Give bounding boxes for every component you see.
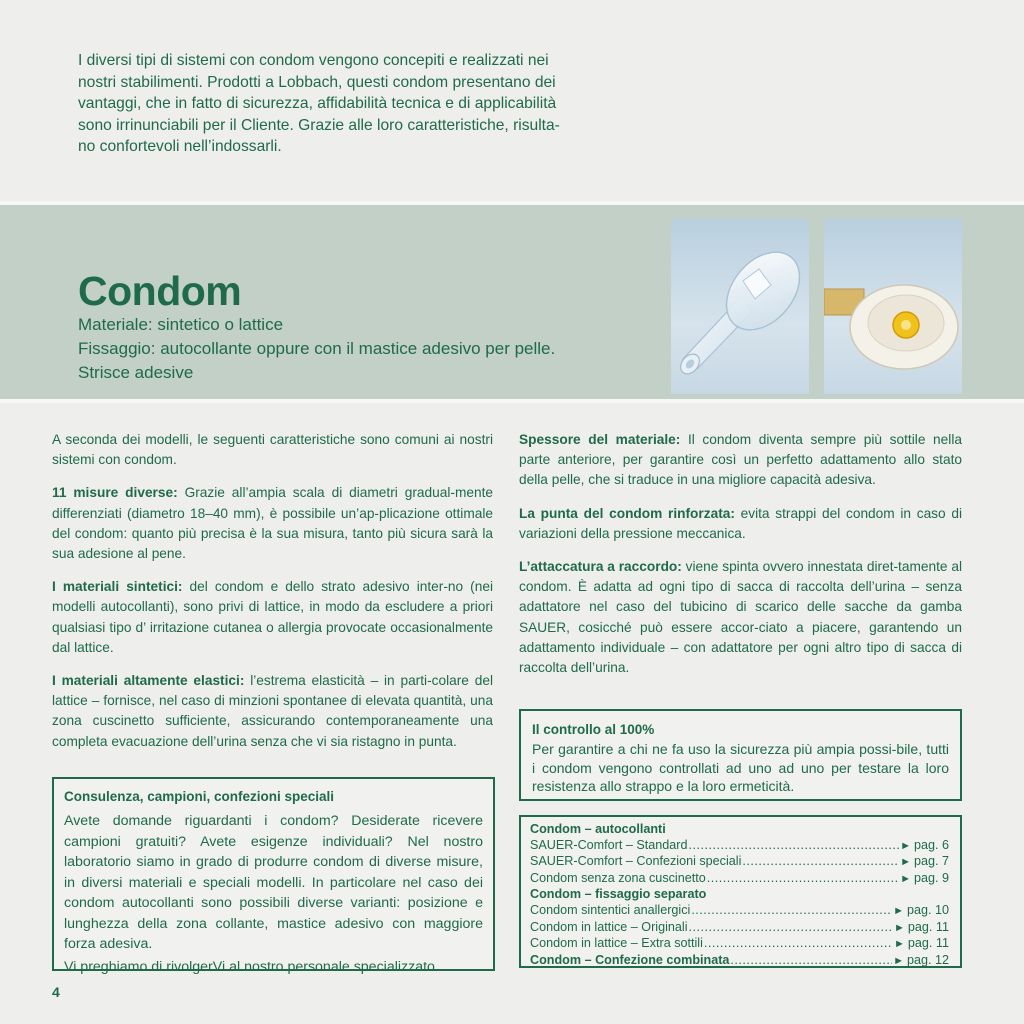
index-item-page: pag. 7 [913,854,949,869]
index-item[interactable] [530,871,949,888]
page-number: 4 [52,984,60,1000]
feature-elastic [52,671,493,752]
feature-thickness [519,430,962,491]
index-item-label: Condom senza zona cuscinetto [530,870,706,885]
feature-synthetic [52,577,493,658]
consultation-box [52,777,495,975]
index-item-page: pag. 6 [913,837,949,852]
index-item[interactable] [530,903,949,920]
index-item-label: Condom sintentici anallergici [530,902,691,917]
quality-control-text: Per garantire a chi ne fa uso la sicurezza più ampia possi-bile, tutti i condom vengono controllati ad uno ad uno per testare la loro resistenza allo strappo e la loro ermeticità. [532,741,949,795]
product-photo-transparent-condom [671,219,809,394]
index-item-label: Condom in lattice – Originali [530,919,688,934]
arrow-right-icon: ► [900,839,911,852]
arrow-right-icon: ► [900,856,911,869]
intro-line: nostri stabilimenti. Prodotti a Lobbach, questi condom presentano dei [78,73,556,91]
arrow-right-icon: ► [894,921,905,934]
consultation-contact: Vi preghiamo di rivolgerVi al nostro personale specializzato. [64,958,439,975]
feature-text: Il condom diventa sempre più sottile nella parte anteriore, per garantire così un perfetto adattamento allo stato della pelle, che si traduce in una migliore capacità adesiva. [519,432,962,488]
intro-line: vantaggi, che in fatto di sicurezza, affidabilità tecnica e di applicabilità [78,95,557,112]
consultation-text: Avete domande riguardanti i condom? Desiderate ricevere campioni gratuiti? Avete esigenze individuali? Nel nostro laboratorio siamo in grado di produrre condom di diverse misure, in diversi materiali e speciali modelli. In particolare nel caso dei condom autocollanti sono possibili diverse varianti: posizione e lunghezza della zona collante, mastice adesivo con maggiore forza adesiva. [64,813,483,952]
arrow-right-icon: ► [893,954,904,967]
index-item-combo[interactable] [530,953,949,970]
feature-text: viene spinta ovvero innestata diret-tamente al condom. È adatta ad ogni tipo di sacca di raccolta dell’urina – senza adattatore nel caso del tubicino di scarico delle sacche da gamba SAUER, cosicché può essere accor-ciato a piacere, garantendo un adattamento individuale – con adattatore per ogni altro tipo di sacca di raccolta dell’urina. [519,559,962,676]
index-item[interactable] [530,838,949,855]
consultation-title: Consulenza, campioni, confezioni speciali [64,789,335,804]
intro-line: I diversi tipi di sistemi con condom vengono concepiti e realizzati nei [78,52,549,69]
index-item-label: SAUER-Comfort – Confezioni speciali [530,854,742,869]
index-item[interactable] [530,920,949,937]
index-group-title: Condom – fissaggio separato [530,887,707,902]
product-photo-latex-condom [824,219,962,394]
index-item-page: pag. 11 [907,919,949,934]
right-column [519,430,962,691]
intro-paragraph [78,50,678,158]
index-item-page: pag. 10 [906,902,949,917]
feature-text: del condom e dello strato adesivo inter-no (nei modelli autocollanti), sono privi di lattice, in modo da escludere a priori qualsiasi tipo d’ irritazione cutanea o allergia provocate occasionalmente dal lattice. [52,579,493,655]
feature-term: La punta del condom rinforzata: [519,505,735,521]
index-item-label: SAUER-Comfort – Standard [530,837,688,852]
quality-control-box [519,709,962,801]
left-column [52,430,493,765]
arrow-right-icon: ► [900,872,911,885]
feature-term: L’attaccatura a raccordo: [519,559,682,575]
feature-connector [519,557,962,678]
index-item-page: pag. 12 [906,952,949,967]
index-item-page: pag. 11 [907,936,949,951]
intro-line: sono irrinunciabili per il Cliente. Grazie alle loro caratteristiche, risulta- [78,116,560,134]
strips-line: Strisce adesive [78,363,194,382]
feature-tip [519,504,962,544]
material-line: Materiale: sintetico o lattice [78,315,284,334]
index-item[interactable] [530,854,949,871]
page-title: Condom [78,268,242,314]
feature-term: I materiali altamente elastici: [52,673,245,689]
fixing-line: Fissaggio: autocollante oppure con il mastice adesivo per pelle. [78,339,556,358]
index-item-label: Condom in lattice – Extra sottili [530,936,703,951]
feature-term: I materiali sintetici: [52,579,183,595]
lead-paragraph: A seconda dei modelli, le seguenti caratteristiche sono comuni ai nostri sistemi con condom. [52,432,493,468]
feature-term: Spessore del materiale: [519,432,681,447]
index-item-page: pag. 9 [913,870,949,885]
feature-text: l’estrema elasticità – in parti-colare del lattice – fornisce, nel caso di minzioni spontanee di elevata quantità, una zona cuscinetto sufficiente, assicurando contemporaneamente una completa evacuazione dell’urina senza che vi sia ristagno in punta. [52,673,493,749]
band-bottom-divider [0,399,1024,403]
feature-text: evita strappi del condom in caso di variazioni della pressione meccanica. [519,505,962,541]
index-item-label: Condom – Confezione combinata [530,952,730,967]
arrow-right-icon: ► [894,938,905,951]
feature-term: 11 misure diverse: [52,485,178,501]
arrow-right-icon: ► [893,904,904,917]
product-index-box [519,815,962,968]
index-item[interactable] [530,936,949,953]
index-group-title: Condom – autocollanti [530,822,666,836]
intro-line: no confortevoli nell’indossarli. [78,138,282,155]
quality-control-title: Il controllo al 100% [532,722,655,737]
feature-sizes [52,483,493,564]
feature-text: Grazie all’ampia scala di diametri gradual-mente differenziati (diametro 18–40 mm), è possibile un’ap-plicazione ottimale del condom: quanto più precisa è la sua misura, tanto più sicura sarà la sua adesione al pene. [52,485,493,562]
